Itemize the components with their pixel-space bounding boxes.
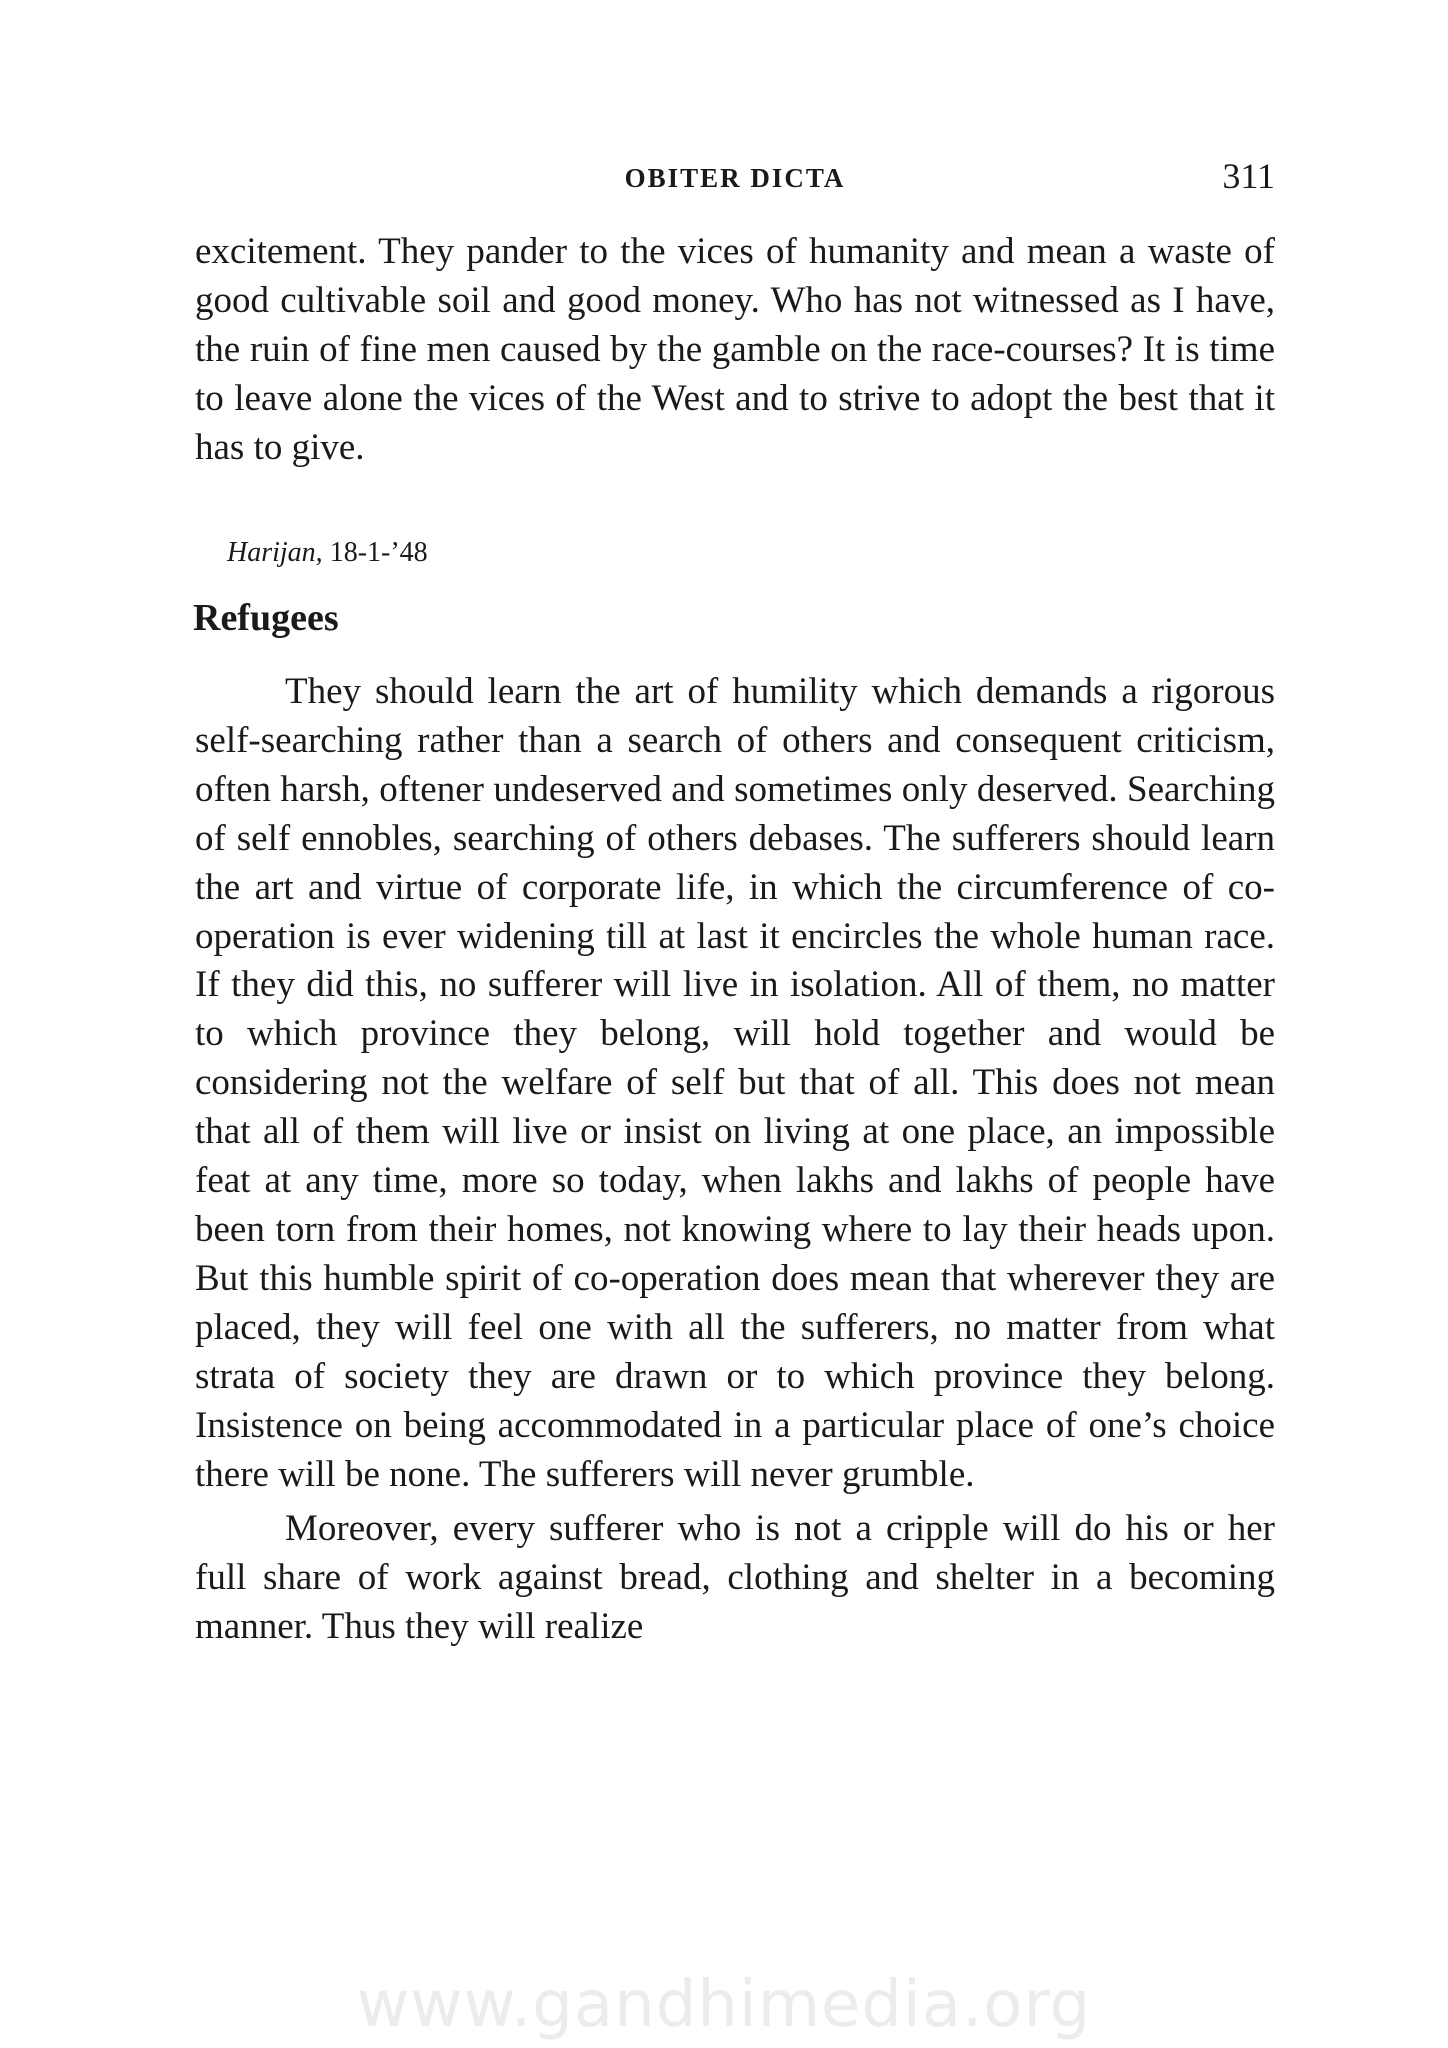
section-paragraph: Moreover, every sufferer who is not a cripple will do his or her full share of work against bread, clothing and shelter in a becoming manner. Thus they will realize (195, 1508, 1275, 1648)
watermark: www.gandhimedia.org (356, 1968, 1092, 2042)
section-heading: Refugees (193, 597, 339, 639)
page-number: 311 (1222, 156, 1275, 196)
section-text-block (195, 668, 1275, 1652)
citation-source: Harijan, (227, 537, 323, 568)
running-title: OBITER DICTA (624, 163, 846, 193)
citation (227, 537, 428, 569)
opening-text-block (195, 228, 1275, 473)
opening-paragraph: excitement. They pander to the vices of humanity and mean a waste of good cultivable soil and good money. Who has not witnessed as I have, the ruin of fine men caused by the gamble on the race-courses? It is time to leave alone the vices of the West and to strive to adopt the best that it has to give. (195, 231, 1275, 468)
citation-date: 18-1-’48 (329, 537, 428, 568)
running-header (195, 155, 1275, 205)
section-paragraph: They should learn the art of humility which demands a rigorous self-searching rather than a search of others and consequent criticism, often harsh, oftener undeserved and sometimes only deserved. Searching of self ennobles, searching of others debases. The sufferers should learn the art and virtue of corporate life, in which the circumference of co-operation is ever widening till at last it encircles the whole human race. If they did this, no sufferer will live in isolation. All of them, no matter to which province they belong, will hold together and would be considering not the welfare of self but that of all. This does not mean that all of them will live or insist on living at one place, an impossible feat at any time, more so today, when lakhs and lakhs of people have been torn from their homes, not knowing where to lay their heads upon. But this humble spirit of co-operation does mean that wherever they are placed, they will feel one with all the sufferers, no matter from what strata of society they are drawn or to which province they belong. Insistence on being accommodated in a particular place of one’s choice there will be none. The sufferers will never grumble. (195, 671, 1275, 1495)
